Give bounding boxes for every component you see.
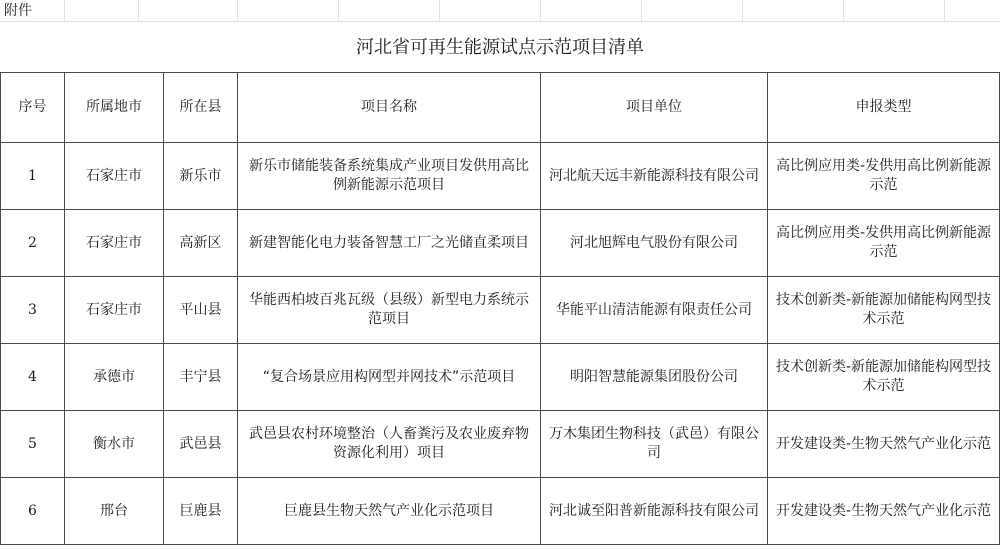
cell-no: 2	[1, 210, 65, 277]
cell-project-name: 华能西柏坡百兆瓦级（县级）新型电力系统示范项目	[238, 277, 541, 344]
cell-project-name: 新乐市储能装备系统集成产业项目发供用高比例新能源示范项目	[238, 143, 541, 210]
cell-declare-type: 开发建设类-生物天然气产业化示范	[768, 411, 1000, 478]
table-row	[1, 344, 1000, 411]
table-row	[1, 478, 1000, 545]
cell-declare-type: 高比例应用类-发供用高比例新能源示范	[768, 143, 1000, 210]
top-gridlines	[0, 0, 1000, 22]
cell-project-name: “复合场景应用构网型并网技术”示范项目	[238, 344, 541, 411]
cell-city: 石家庄市	[65, 143, 164, 210]
cell-project-unit: 河北诚至阳普新能源科技有限公司	[541, 478, 768, 545]
cell-declare-type: 技术创新类-新能源加储能构网型技术示范	[768, 344, 1000, 411]
header-unit: 项目单位	[541, 73, 768, 143]
project-list-table	[0, 22, 1000, 545]
cell-project-name: 武邑县农村环境整治（人畜粪污及农业废弃物资源化利用）项目	[238, 411, 541, 478]
cell-county: 武邑县	[164, 411, 238, 478]
cell-declare-type: 高比例应用类-发供用高比例新能源示范	[768, 210, 1000, 277]
header-type: 申报类型	[768, 73, 1000, 143]
header-name: 项目名称	[238, 73, 541, 143]
cell-no: 5	[1, 411, 65, 478]
cell-county: 高新区	[164, 210, 238, 277]
cell-no: 4	[1, 344, 65, 411]
cell-project-unit: 明阳智慧能源集团股份公司	[541, 344, 768, 411]
table-row	[1, 210, 1000, 277]
table-title: 河北省可再生能源试点示范项目清单	[1, 22, 1000, 73]
cell-city: 承德市	[65, 344, 164, 411]
header-no: 序号	[1, 73, 65, 143]
cell-county: 丰宁县	[164, 344, 238, 411]
header-county: 所在县	[164, 73, 238, 143]
cell-city: 邢台	[65, 478, 164, 545]
table-row	[1, 143, 1000, 210]
attachment-label: 附件	[4, 3, 32, 19]
cell-project-unit: 河北旭辉电气股份有限公司	[541, 210, 768, 277]
cell-no: 1	[1, 143, 65, 210]
cell-project-name: 新建智能化电力装备智慧工厂之光储直柔项目	[238, 210, 541, 277]
cell-city: 衡水市	[65, 411, 164, 478]
cell-project-name: 巨鹿县生物天然气产业化示范项目	[238, 478, 541, 545]
cell-city: 石家庄市	[65, 210, 164, 277]
cell-county: 新乐市	[164, 143, 238, 210]
cell-county: 巨鹿县	[164, 478, 238, 545]
cell-project-unit: 华能平山清洁能源有限责任公司	[541, 277, 768, 344]
table-row	[1, 411, 1000, 478]
table-row	[1, 277, 1000, 344]
title-row	[1, 22, 1000, 73]
cell-project-unit: 河北航天远丰新能源科技有限公司	[541, 143, 768, 210]
cell-declare-type: 技术创新类-新能源加储能构网型技术示范	[768, 277, 1000, 344]
header-city: 所属地市	[65, 73, 164, 143]
cell-no: 6	[1, 478, 65, 545]
cell-declare-type: 开发建设类-生物天然气产业化示范	[768, 478, 1000, 545]
cell-county: 平山县	[164, 277, 238, 344]
cell-no: 3	[1, 277, 65, 344]
cell-city: 石家庄市	[65, 277, 164, 344]
header-row	[1, 73, 1000, 143]
cell-project-unit: 万木集团生物科技（武邑）有限公司	[541, 411, 768, 478]
